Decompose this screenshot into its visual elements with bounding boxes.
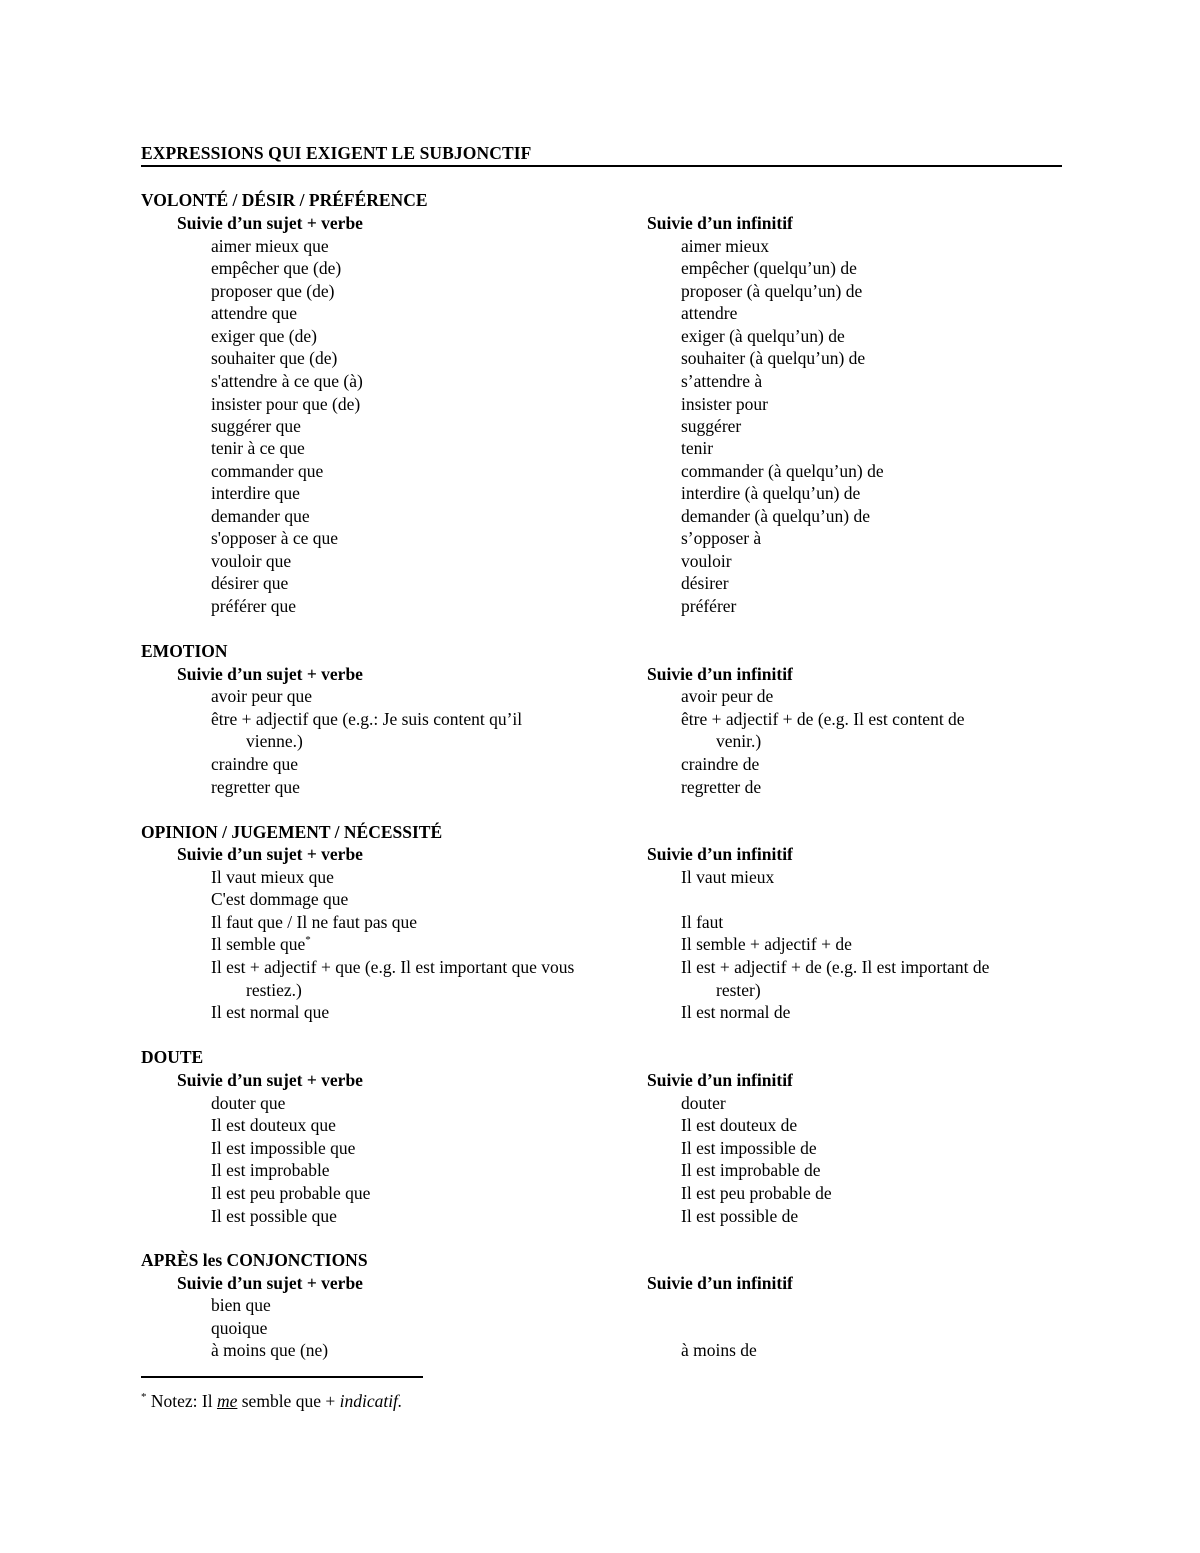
list-item: proposer (à quelqu’un) de	[681, 281, 863, 301]
list-item: Il est impossible de	[681, 1138, 817, 1158]
list-item: Il est douteux de	[681, 1115, 798, 1135]
column-head-infinitive: Suivie d’un infinitif	[647, 844, 793, 864]
list-item: empêcher que (de)	[211, 258, 342, 278]
list-item: s’attendre à	[681, 371, 763, 391]
section-title-doute: DOUTE	[141, 1047, 204, 1067]
list-item: souhaiter que (de)	[211, 348, 338, 368]
list-item: Il est peu probable de	[681, 1183, 832, 1203]
section-title-conjonctions: APRÈS les CONJONCTIONS	[141, 1250, 368, 1270]
list-item-continuation: venir.)	[716, 731, 762, 751]
column-head-subject-verb: Suivie d’un sujet + verbe	[177, 844, 363, 864]
list-item: demander (à quelqu’un) de	[681, 506, 871, 526]
column-head-subject-verb: Suivie d’un sujet + verbe	[177, 1273, 363, 1293]
column-head-infinitive: Suivie d’un infinitif	[647, 664, 793, 684]
list-item: C'est dommage que	[211, 889, 349, 909]
column-head-infinitive: Suivie d’un infinitif	[647, 1273, 793, 1293]
list-item: empêcher (quelqu’un) de	[681, 258, 857, 278]
footnote	[141, 1391, 402, 1412]
list-item: insister pour	[681, 394, 769, 414]
list-item: commander (à quelqu’un) de	[681, 461, 884, 481]
list-item: s'opposer à ce que	[211, 528, 339, 548]
column-head-subject-verb: Suivie d’un sujet + verbe	[177, 664, 363, 684]
list-item: attendre que	[211, 303, 297, 323]
section-title-opinion: OPINION / JUGEMENT / NÉCESSITÉ	[141, 822, 443, 842]
list-item: préférer que	[211, 596, 297, 616]
list-item: à moins de	[681, 1340, 757, 1360]
list-item: Il est improbable	[211, 1160, 330, 1180]
list-item: douter que	[211, 1093, 286, 1113]
list-item: aimer mieux que	[211, 236, 329, 256]
list-item-footnoted	[211, 934, 311, 955]
list-item: suggérer	[681, 416, 742, 436]
list-item: insister pour que (de)	[211, 394, 361, 414]
list-item: vouloir	[681, 551, 732, 571]
list-item-continuation: rester)	[716, 980, 761, 1000]
list-item: Il est peu probable que	[211, 1183, 371, 1203]
list-item: désirer que	[211, 573, 289, 593]
footnote-separator	[141, 1376, 423, 1378]
list-item: s’opposer à	[681, 528, 762, 548]
list-item: commander que	[211, 461, 324, 481]
footnote-marker: *	[141, 1391, 147, 1404]
list-item: quoique	[211, 1318, 268, 1338]
list-item: interdire que	[211, 483, 300, 503]
list-item: souhaiter (à quelqu’un) de	[681, 348, 866, 368]
list-item: aimer mieux	[681, 236, 769, 256]
page-title: EXPRESSIONS QUI EXIGENT LE SUBJONCTIF	[141, 143, 532, 163]
column-head-infinitive: Suivie d’un infinitif	[647, 1070, 793, 1090]
list-item: désirer	[681, 573, 729, 593]
list-item: Il est normal que	[211, 1002, 330, 1022]
section-title-emotion: EMOTION	[141, 641, 228, 661]
list-item: regretter que	[211, 777, 300, 797]
column-head-subject-verb: Suivie d’un sujet + verbe	[177, 213, 363, 233]
list-item: bien que	[211, 1295, 271, 1315]
list-item: Il faut	[681, 912, 724, 932]
footnote-me: me	[216, 1391, 238, 1411]
section-title-volonte: VOLONTÉ / DÉSIR / PRÉFÉRENCE	[141, 190, 428, 210]
list-item: avoir peur que	[211, 686, 313, 706]
list-item: Il vaut mieux	[681, 867, 775, 887]
list-item: Il est + adjectif + que (e.g. Il est important que vous	[211, 957, 575, 977]
list-item: suggérer que	[211, 416, 301, 436]
footnote-middle: semble que +	[241, 1391, 336, 1411]
column-head-infinitive: Suivie d’un infinitif	[647, 213, 793, 233]
list-item: Il est possible de	[681, 1206, 799, 1226]
list-item: préférer	[681, 596, 737, 616]
title-underline	[141, 165, 1062, 167]
list-item: exiger (à quelqu’un) de	[681, 326, 845, 346]
list-item: douter	[681, 1093, 726, 1113]
list-item: Il est improbable de	[681, 1160, 821, 1180]
list-item: à moins que (ne)	[211, 1340, 329, 1360]
list-item: être + adjectif + de (e.g. Il est content de	[681, 709, 965, 729]
list-item: s'attendre à ce que (à)	[211, 371, 363, 391]
list-item: Il semble + adjectif + de	[681, 934, 852, 954]
list-item: tenir	[681, 438, 714, 458]
list-item: craindre de	[681, 754, 760, 774]
list-item: craindre que	[211, 754, 298, 774]
list-item: exiger que (de)	[211, 326, 317, 346]
list-item: avoir peur de	[681, 686, 774, 706]
list-item: Il est douteux que	[211, 1115, 336, 1135]
list-item: Il est normal de	[681, 1002, 791, 1022]
list-item-text: Il semble que	[211, 934, 306, 954]
list-item: Il est possible que	[211, 1206, 337, 1226]
list-item: attendre	[681, 303, 738, 323]
list-item: proposer que (de)	[211, 281, 335, 301]
list-item-continuation: restiez.)	[246, 980, 302, 1000]
list-item-continuation: vienne.)	[246, 731, 303, 751]
list-item: être + adjectif que (e.g.: Je suis content qu’il	[211, 709, 523, 729]
list-item: Il vaut mieux que	[211, 867, 334, 887]
list-item: Il est impossible que	[211, 1138, 356, 1158]
column-head-subject-verb: Suivie d’un sujet + verbe	[177, 1070, 363, 1090]
footnote-indicatif: indicatif.	[339, 1391, 403, 1411]
list-item: vouloir que	[211, 551, 292, 571]
list-item: Il est + adjectif + de (e.g. Il est important de	[681, 957, 990, 977]
list-item: interdire (à quelqu’un) de	[681, 483, 861, 503]
list-item: Il faut que / Il ne faut pas que	[211, 912, 418, 932]
list-item: demander que	[211, 506, 310, 526]
list-item: tenir à ce que	[211, 438, 305, 458]
list-item: regretter de	[681, 777, 762, 797]
footnote-prefix: Notez: Il	[150, 1391, 213, 1411]
footnote-marker: *	[305, 934, 311, 947]
